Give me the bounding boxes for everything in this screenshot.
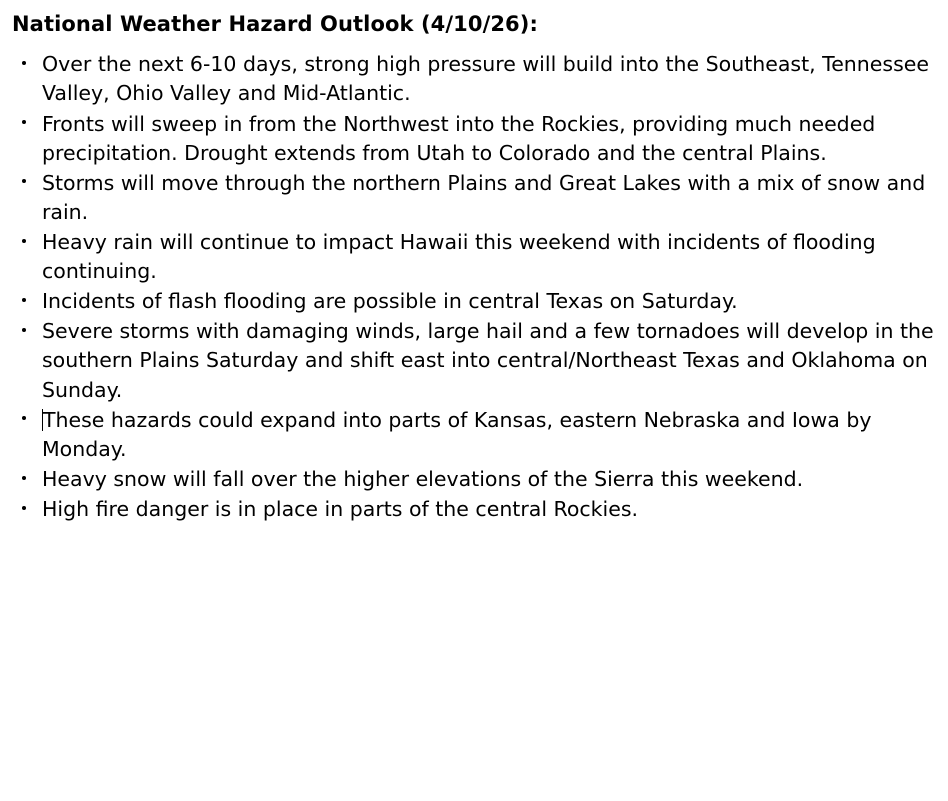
list-item-text: Over the next 6-10 days, strong high pressure will build into the Southeast, Tennessee Valley, Ohio Valley and Mid-Atlantic. <box>42 52 929 106</box>
list-item-text: Heavy rain will continue to impact Hawaii this weekend with incidents of flooding continuing. <box>42 230 876 284</box>
bullet-icon <box>22 239 26 243</box>
bullet-icon <box>22 120 26 124</box>
bullet-icon <box>22 298 26 302</box>
list-item-text: Storms will move through the northern Plains and Great Lakes with a mix of snow and rain. <box>42 170 926 224</box>
list-item <box>10 465 934 494</box>
list-item <box>10 110 934 168</box>
bullet-icon <box>22 61 26 65</box>
bullet-icon <box>22 476 26 480</box>
list-item <box>10 406 934 464</box>
list-item-text: High fire danger is in place in parts of the central Rockies. <box>42 496 639 521</box>
bullet-icon <box>22 328 26 332</box>
list-item <box>10 495 934 524</box>
list-item <box>10 287 934 316</box>
hazard-bullet-list <box>10 50 934 524</box>
list-item <box>10 317 934 404</box>
page-title: National Weather Hazard Outlook (4/10/26): <box>12 12 538 36</box>
list-item-text: These hazards could expand into parts of Kansas, eastern Nebraska and Iowa by Monday. <box>42 407 872 461</box>
list-item <box>10 228 934 286</box>
list-item-text: Heavy snow will fall over the higher elevations of the Sierra this weekend. <box>42 466 804 491</box>
bullet-icon <box>22 506 26 510</box>
list-item-text: Incidents of flash flooding are possible in central Texas on Saturday. <box>42 289 738 314</box>
list-item <box>10 50 934 108</box>
list-item-text: Fronts will sweep in from the Northwest into the Rockies, providing much needed precipitation. Drought extends from Utah to Colorado and the central Plains. <box>42 111 876 165</box>
list-item-text: Severe storms with damaging winds, large hail and a few tornadoes will develop in the southern Plains Saturday and shift east into central/Northeast Texas and Oklahoma on Sunday. <box>42 319 934 402</box>
list-item <box>10 169 934 227</box>
bullet-icon <box>22 416 26 420</box>
bullet-icon <box>22 179 26 183</box>
